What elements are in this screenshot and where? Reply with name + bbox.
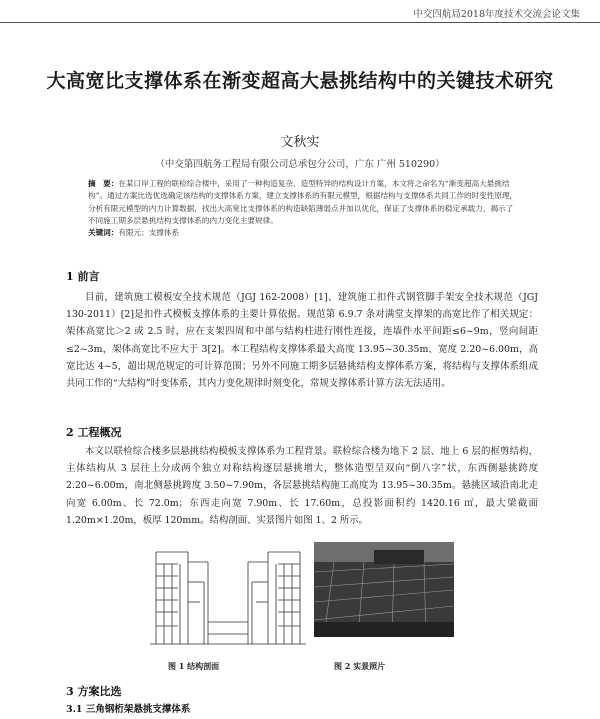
figure-2-caption: 图 2 实景照片 — [334, 661, 386, 671]
section-2-text: 本文以联检综合楼多层悬挑结构模板支撑体系为工程背景。联检综合楼为地下 2 层、地上 6 层的框剪结构，主体结构从 3 层往上分成两个独立对称结构逐层悬挑增大，整体造型呈双向“倒八字”状，东西侧悬挑跨度 2.20~6.00m，南北侧悬挑跨度 3.50~7.90m，各层悬挑结构施工高度为 13.95~30.35m。悬挑区域沿南北走向宽 6.00m、长 72.0m；东西走向宽 7.90m、长 17.60m，总投影面积约 1420.16 ㎡，最大梁截面 1.20m×1.20m，板厚 120mm。结构剖面、实景图片如图 1、2 所示。 — [66, 446, 538, 526]
abstract-text: 在某口岸工程的联检综合楼中，采用了一种构造复杂、造型特异的结构设计方案，本文将之命名为“渐变超高大悬挑结构”。通过方案比选优选确定该结构的支撑体系方案，建立支撑体系的有限元模型，根据结构与支撑体系共同工作的时变性原理，分析有限元模型的内力计算数据，找出大高宽比支撑体系的构造缺陷薄弱点并加以优化，保证了支撑体系的稳定承载力，揭示了不同施工期多层悬挑结构支撑体系的内力变化主要规律。 — [88, 179, 518, 225]
keywords: 有限元；支撑体系 — [118, 228, 180, 238]
abstract — [88, 178, 520, 239]
section-1-heading: 1 前言 — [66, 270, 100, 283]
affiliation: （中交第四航务工程局有限公司总承包分公司，广东 广州 510290） — [155, 159, 445, 170]
author: 文秋实 — [280, 135, 320, 150]
running-head: 中交四航局2018年度技术交流会论文集 — [413, 9, 580, 20]
section-2-heading: 2 工程概况 — [66, 426, 122, 439]
structure-section-figure — [148, 542, 308, 647]
abstract-label: 摘 要： — [88, 179, 119, 188]
section-1-text: 目前，建筑施工模板安全技术规范（JGJ 162-2008）[1]、建筑施工扣件式钢管脚手架安全技术规范（JGJ 130-2011）[2]是扣件式模板支撑体系的主要计算依据。规范第 6.9.7 条对满堂支撑架的高宽比作了相关规定：架体高宽比＞2 或 2.5 时，应在支架四周和中部与结构柱进行刚性连接，连墙件水平间距≤6~9m，竖向间距≤2~3m，架体高宽比不应大于 3[2]。本工程结构支撑体系最大高度 13.95~30.35m、宽度 2.20~6.00m，高宽比达 4~5，超出规范规定的可计算范围；另外不同施工期多层悬挑结构支撑体系方案，将结构与支撑体系组成共同工作的“大结构”时变体系，其内力变化规律时刻变化，常规支撑体系计算方法无法适用。 — [66, 292, 538, 390]
keywords-label: 关键词： — [88, 228, 119, 238]
section-3-1-heading: 3.1 三角钢桁架悬挑支撑体系 — [66, 704, 191, 715]
figure-1-caption: 图 1 结构剖面 — [168, 661, 220, 671]
header-rule — [0, 22, 600, 23]
site-photo — [314, 542, 454, 637]
paper-title: 大高宽比支撑体系在渐变超高大悬挑结构中的关键技术研究 — [46, 70, 554, 92]
section-3-heading: 3 方案比选 — [66, 685, 122, 698]
